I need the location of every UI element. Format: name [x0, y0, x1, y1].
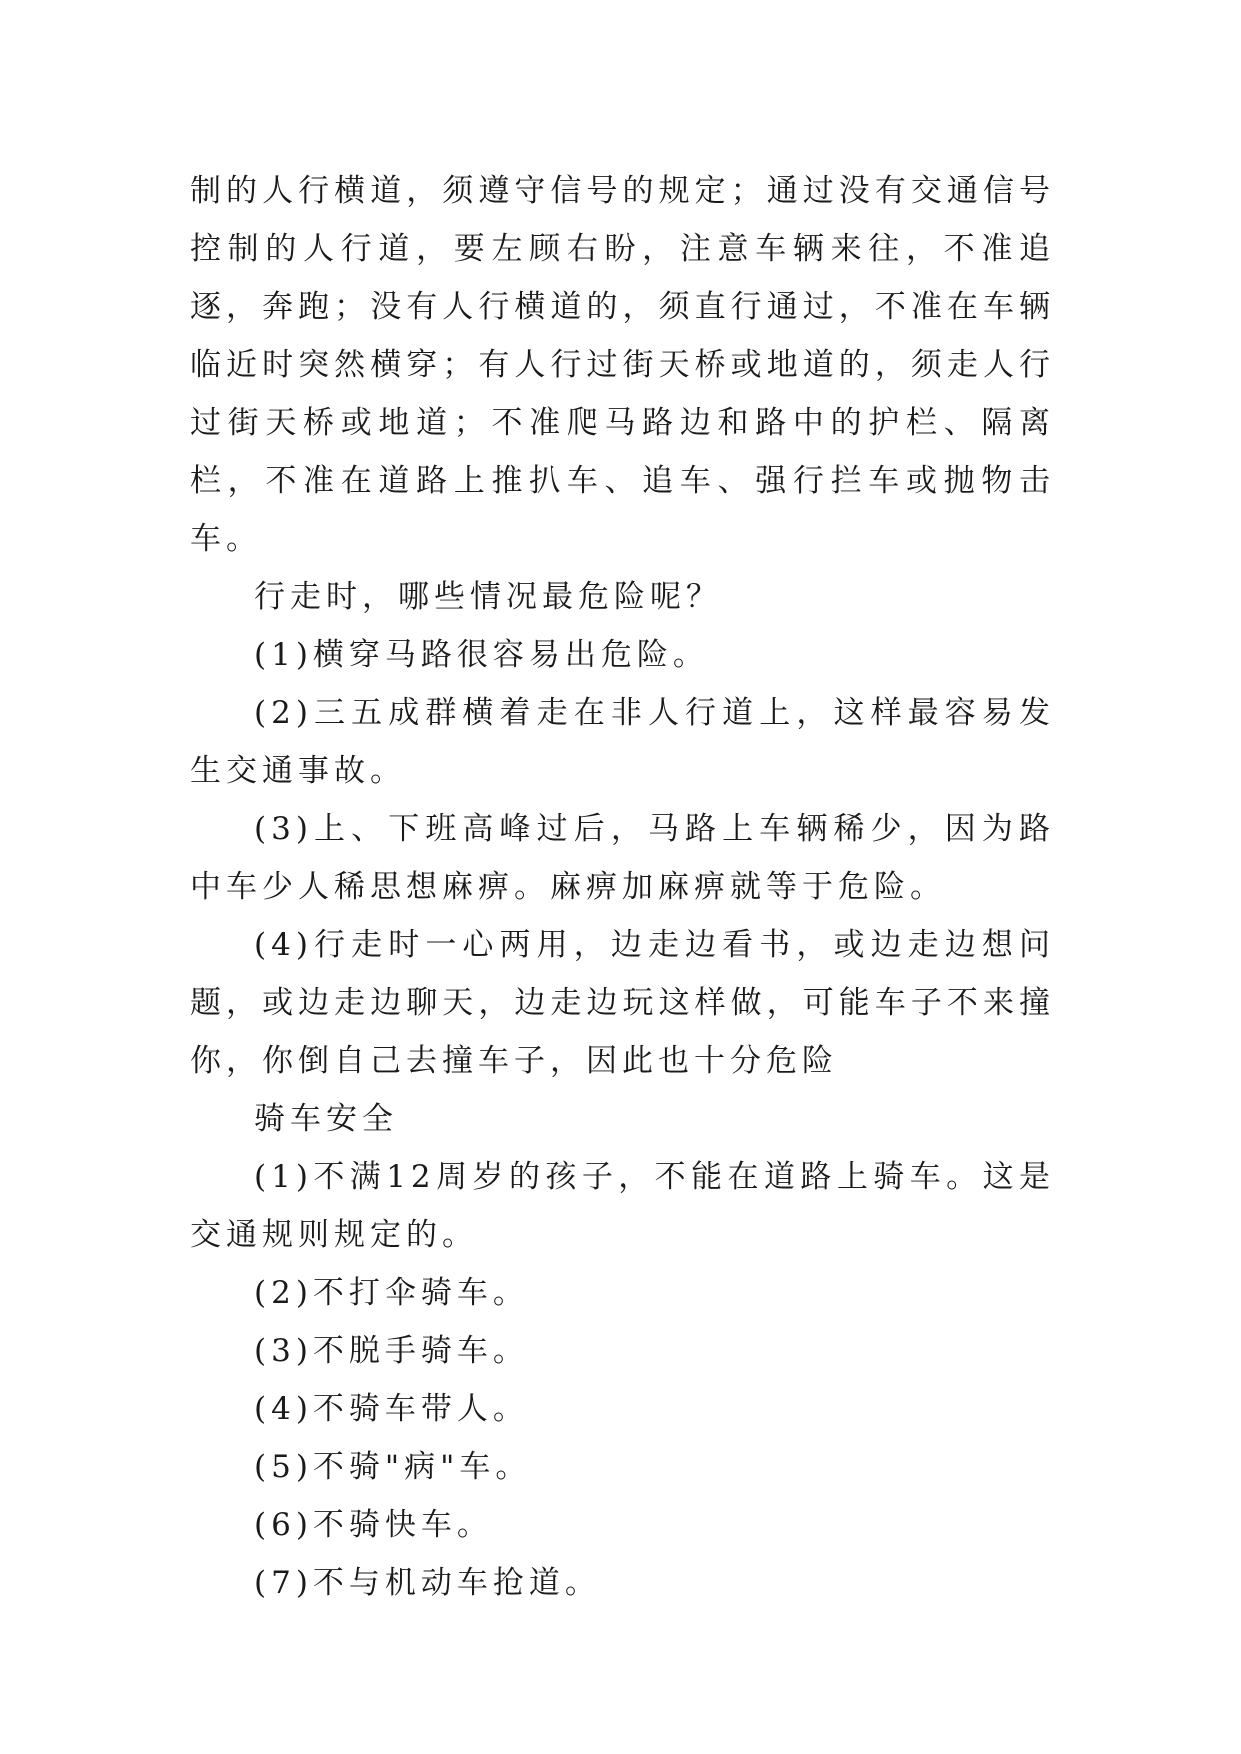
paragraph-cycling-item-2: (2)不打伞骑车。 [254, 1275, 529, 1311]
paragraph-crossing-rules: 制的人行横道，须遵守信号的规定；通过没有交通信号控制的人行道，要左顾右盼，注意车辆来往，不准追逐，奔跑；没有人行横道的，须直行通过，不准在车辆临近时突然横穿；有人行过街天桥或地道的，须走人行过街天桥或地道；不准爬马路边和路中的护栏、隔离栏，不准在道路上推扒车、追车、强行拦车或抛物击车。 [190, 173, 1055, 557]
paragraph-cycling-item-7: (7)不与机动车抢道。 [254, 1565, 601, 1601]
document-body [190, 162, 1055, 1612]
paragraph-danger-item-3: (3)上、下班高峰过后，马路上车辆稀少，因为路中车少人稀思想麻痹。麻痹加麻痹就等于危险。 [190, 811, 1055, 905]
paragraph-danger-item-2: (2)三五成群横着走在非人行道上，这样最容易发生交通事故。 [190, 695, 1055, 789]
section-heading-cycling-safety: 骑车安全 [254, 1101, 398, 1137]
paragraph-cycling-item-6: (6)不骑快车。 [254, 1507, 493, 1543]
paragraph-danger-item-4: (4)行走时一心两用，边走边看书，或边走边想问题，或边走边聊天，边走边玩这样做，可能车子不来撞你，你倒自己去撞车子，因此也十分危险 [190, 927, 1055, 1079]
paragraph-cycling-item-5: (5)不骑"病"车。 [254, 1449, 532, 1485]
paragraph-cycling-item-1: (1)不满12周岁的孩子，不能在道路上骑车。这是交通规则规定的。 [190, 1159, 1055, 1253]
paragraph-danger-item-1: (1)横穿马路很容易出危险。 [254, 637, 709, 673]
paragraph-danger-question: 行走时，哪些情况最危险呢？ [254, 579, 722, 615]
paragraph-cycling-item-4: (4)不骑车带人。 [254, 1391, 529, 1427]
paragraph-cycling-item-3: (3)不脱手骑车。 [254, 1333, 529, 1369]
